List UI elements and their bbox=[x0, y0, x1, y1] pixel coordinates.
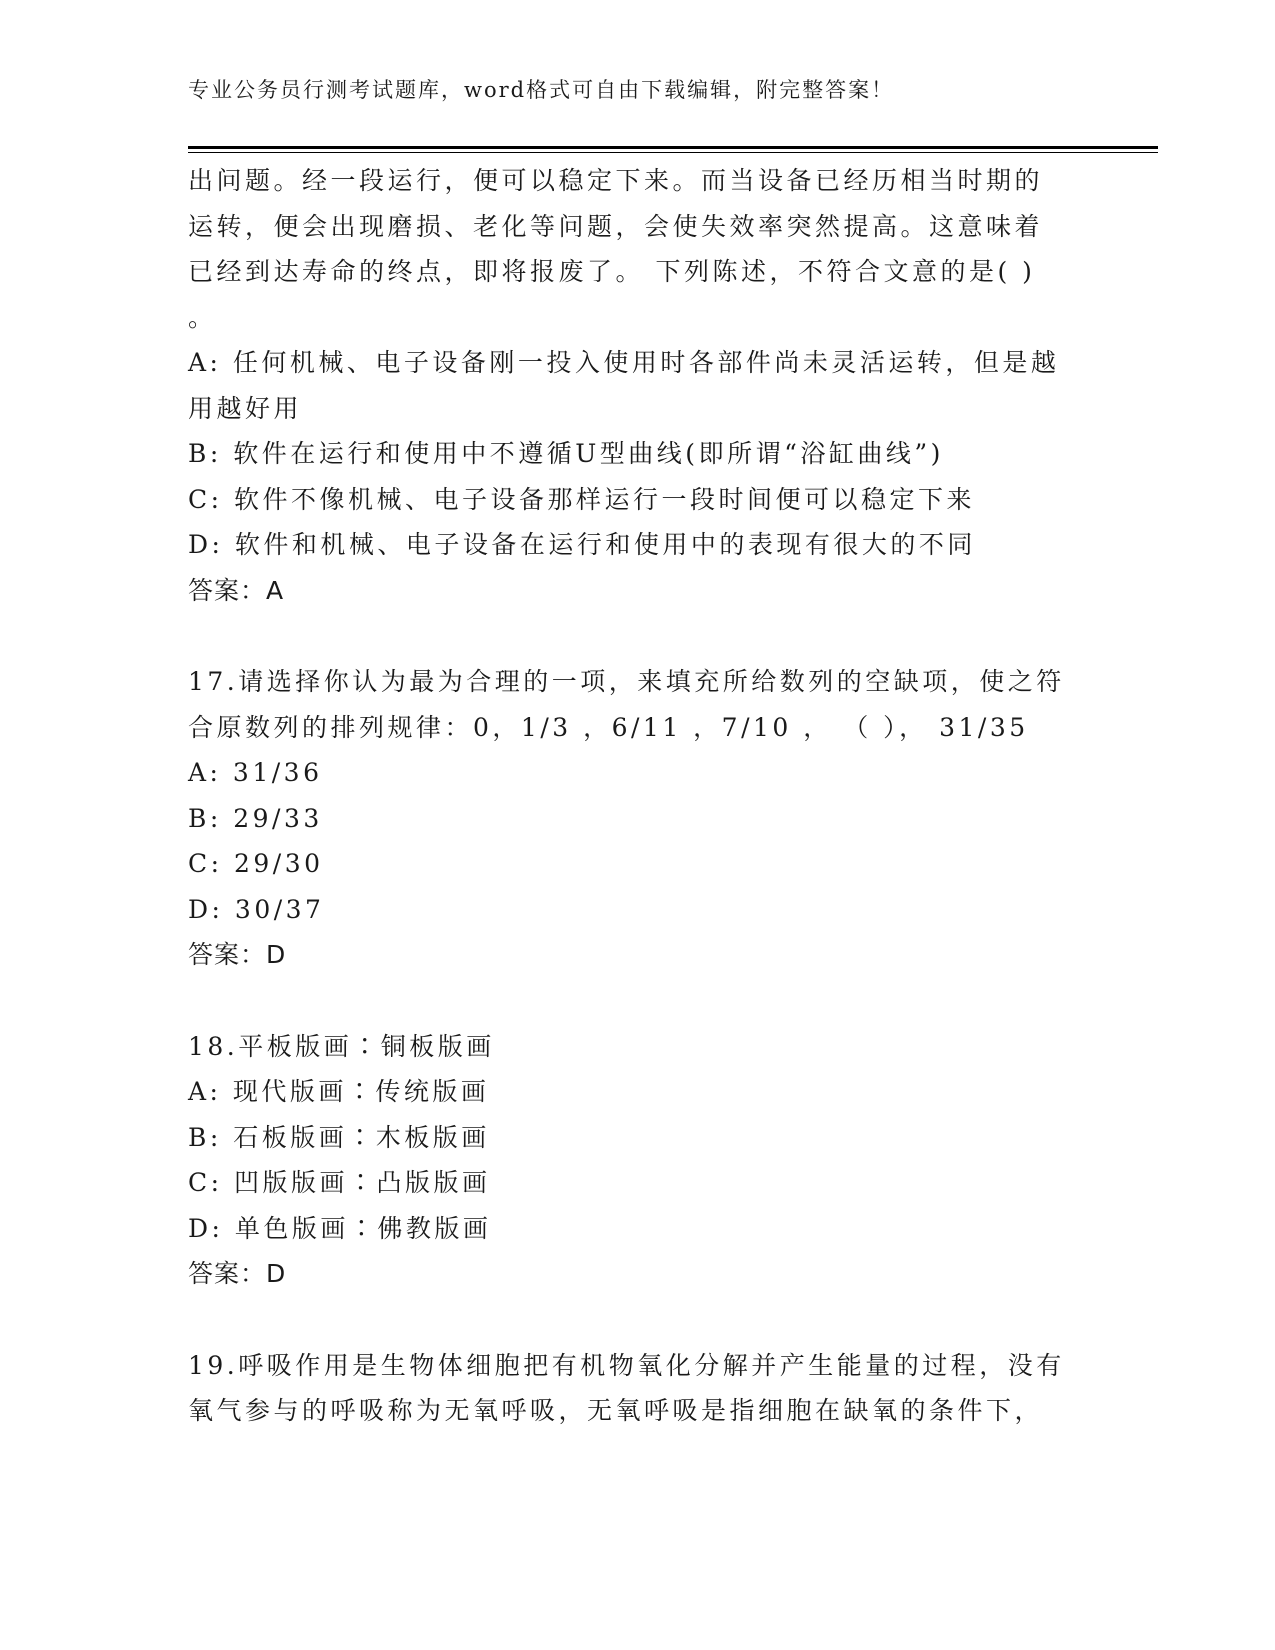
spacer bbox=[188, 1297, 1088, 1343]
question-text-line: 19.呼吸作用是生物体细胞把有机物氧化分解并产生能量的过程，没有 bbox=[188, 1350, 1065, 1380]
question-text-line: 氧气参与的呼吸称为无氧呼吸，无氧呼吸是指细胞在缺氧的条件下， bbox=[188, 1396, 1044, 1425]
question-17 bbox=[188, 659, 1088, 978]
option-b: B: 石板版画∶木板版画 bbox=[188, 1122, 490, 1152]
option-c: C: 29/30 bbox=[188, 849, 324, 878]
answer-line: 答案：A bbox=[188, 575, 285, 605]
answer-line: 答案：D bbox=[188, 940, 287, 969]
option-b: B: 软件在运行和使用中不遵循U型曲线(即所谓“浴缸曲线”) bbox=[188, 439, 944, 468]
option-a: A: 任何机械、电子设备刚一投入使用时各部件尚未灵活运转，但是越 bbox=[188, 348, 1060, 377]
option-a: A: 31/36 bbox=[188, 758, 323, 787]
option-b: B: 29/33 bbox=[188, 803, 323, 833]
spacer bbox=[188, 613, 1088, 659]
question-text-line: 合原数列的排列规律：0，1/3 ，6/11 ，7/10 ， （ ）， 31/35 bbox=[188, 712, 1029, 742]
spacer bbox=[188, 978, 1088, 1024]
question-text-line: 17.请选择你认为最为合理的一项，来填充所给数列的空缺项，使之符 bbox=[188, 667, 1065, 696]
question-text-line: 出问题。经一段运行，便可以稳定下来。而当设备已经历相当时期的 bbox=[188, 166, 1044, 195]
header-rule-thin bbox=[188, 152, 1158, 153]
option-d: D: 软件和机械、电子设备在运行和使用中的表现有很大的不同 bbox=[188, 530, 976, 559]
question-text-line: 运转，便会出现磨损、老化等问题，会使失效率突然提高。这意味着 bbox=[188, 211, 1044, 241]
answer-line: 答案：D bbox=[188, 1259, 287, 1288]
header-rule-thick bbox=[188, 146, 1158, 149]
question-19 bbox=[188, 1343, 1088, 1434]
option-d: D: 单色版画∶佛教版画 bbox=[188, 1213, 492, 1243]
option-a: A: 现代版画∶传统版画 bbox=[188, 1077, 490, 1106]
option-c: C: 软件不像机械、电子设备那样运行一段时间便可以稳定下来 bbox=[188, 484, 976, 514]
option-d: D: 30/37 bbox=[188, 894, 325, 924]
page-header: 专业公务员行测考试题库，word格式可自由下载编辑，附完整答案！ bbox=[188, 78, 895, 102]
question-text-line: 18.平板版画∶铜板版画 bbox=[188, 1031, 495, 1061]
option-c: C: 凹版版画∶凸版版画 bbox=[188, 1168, 491, 1197]
question-text-line: 已经到达寿命的终点，即将报废了。 下列陈述，不符合文意的是( ) bbox=[188, 257, 1036, 286]
question-16 bbox=[188, 158, 1088, 613]
document-body bbox=[188, 158, 1088, 1434]
option-a-continued: 用越好用 bbox=[188, 393, 303, 423]
question-18 bbox=[188, 1024, 1088, 1297]
question-text-line: 。 bbox=[188, 302, 217, 332]
